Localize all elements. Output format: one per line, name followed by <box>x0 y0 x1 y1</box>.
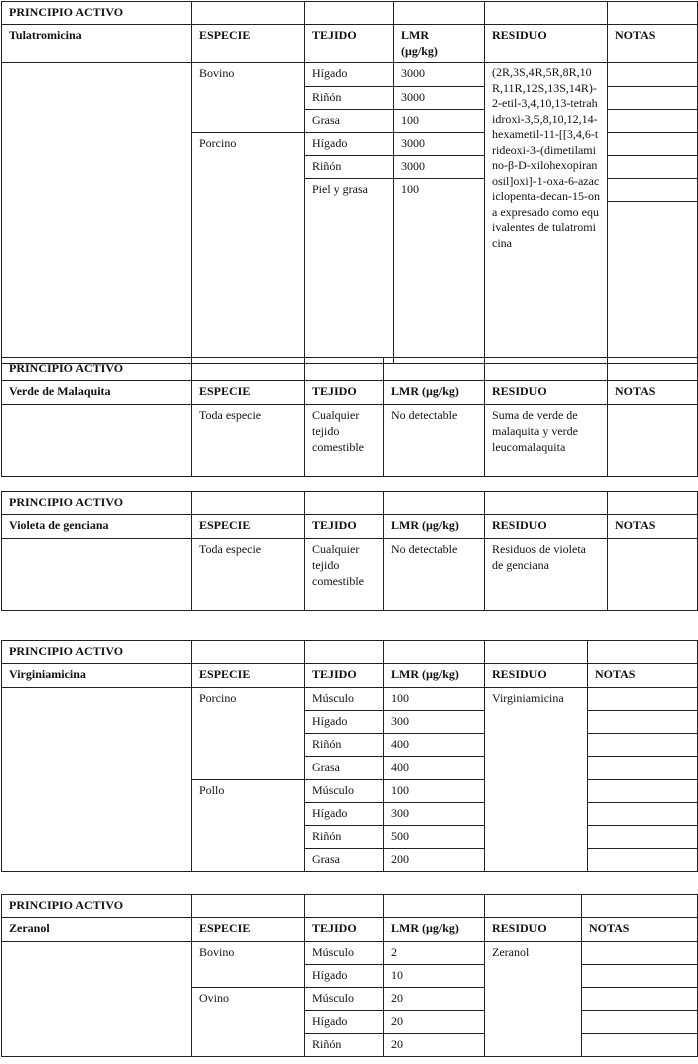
col-notas: NOTAS <box>588 664 698 688</box>
principio-activo-label: PRINCIPIO ACTIVO <box>2 895 192 918</box>
drug-name: Virginiamicina <box>2 664 192 688</box>
residue-cell: (2R,3S,4R,5R,8R,10R,11R,12S,13S,14R)-2-etil-3,4,10,13-tetrahidroxi-3,5,8,10,12,14-hexametil-11-[[3,4,6-trideoxi-3-(dimetilamino-β-D-xilohexopiranosil]oxi]-1-oxa-6-azaciclopenta-decan-15-ona expresado como equivalentes de tulatromicina <box>485 63 608 364</box>
mrl-cell: 200 <box>384 849 485 872</box>
residue-cell: Virginiamicina <box>485 688 588 872</box>
mrl-cell: 300 <box>384 711 485 734</box>
mrl-cell: 500 <box>384 826 485 849</box>
col-especie: ESPECIE <box>192 664 305 688</box>
mrl-cell: 2 <box>384 942 485 965</box>
tissue-cell: Músculo <box>305 780 384 803</box>
mrl-cell: 10 <box>384 965 485 988</box>
col-especie: ESPECIE <box>192 381 305 405</box>
drug-name: Verde de Malaquita <box>2 381 192 405</box>
col-especie: ESPECIE <box>192 918 305 942</box>
table-virginiamicina <box>1 640 698 872</box>
species-cell: Toda especie <box>192 539 305 611</box>
tissue-cell: Hígado <box>305 63 394 87</box>
table-verde-malaquita <box>1 357 698 477</box>
tissue-cell: Riñón <box>305 826 384 849</box>
tissue-cell: Riñón <box>305 1034 384 1057</box>
mrl-cell: 3000 <box>394 156 485 179</box>
col-lmr: LMR (µg/kg) <box>384 515 485 539</box>
mrl-cell: 400 <box>384 734 485 757</box>
mrl-cell: 3000 <box>394 87 485 110</box>
table-violeta-genciana <box>1 491 698 611</box>
col-tejido: TEJIDO <box>305 664 384 688</box>
col-notas: NOTAS <box>608 25 698 63</box>
tissue-cell: Hígado <box>305 133 394 156</box>
mrl-cell: 20 <box>384 1011 485 1034</box>
tissue-cell: Hígado <box>305 711 384 734</box>
mrl-cell: 20 <box>384 1034 485 1057</box>
species-cell: Pollo <box>192 780 305 872</box>
species-cell: Bovino <box>192 942 305 988</box>
col-notas: NOTAS <box>608 381 698 405</box>
col-residuo: RESIDUO <box>485 381 608 405</box>
mrl-cell: 100 <box>394 110 485 133</box>
principio-activo-label: PRINCIPIO ACTIVO <box>2 358 192 381</box>
table-zeranol <box>1 894 698 1057</box>
mrl-cell: No detectable <box>384 405 485 477</box>
col-tejido: TEJIDO <box>305 918 384 942</box>
mrl-cell: 20 <box>384 988 485 1011</box>
species-cell: Bovino <box>192 63 305 133</box>
principio-activo-label: PRINCIPIO ACTIVO <box>2 492 192 515</box>
col-residuo: RESIDUO <box>485 515 608 539</box>
tissue-cell: Hígado <box>305 1011 384 1034</box>
col-lmr: LMR (µg/kg) <box>384 381 485 405</box>
mrl-cell: 3000 <box>394 63 485 87</box>
col-lmr: LMR (µg/kg) <box>384 918 485 942</box>
mrl-cell: 400 <box>384 757 485 780</box>
col-residuo: RESIDUO <box>485 918 582 942</box>
principio-activo-label: PRINCIPIO ACTIVO <box>2 2 192 25</box>
tissue-cell: Riñón <box>305 156 394 179</box>
mrl-cell: 100 <box>384 688 485 711</box>
mrl-cell: 100 <box>394 179 485 364</box>
tissue-cell: Grasa <box>305 757 384 780</box>
col-tejido: TEJIDO <box>305 381 384 405</box>
col-especie: ESPECIE <box>192 25 305 63</box>
tissue-cell: Riñón <box>305 734 384 757</box>
tissue-cell: Grasa <box>305 849 384 872</box>
col-notas: NOTAS <box>582 918 698 942</box>
tissue-cell: Piel y grasa <box>305 179 394 364</box>
mrl-cell: 300 <box>384 803 485 826</box>
residue-cell: Suma de verde de malaquita y verde leucomalaquita <box>485 405 608 477</box>
tissue-cell: Cualquier tejido comestible <box>305 405 384 477</box>
col-lmr: LMR (µg/kg) <box>384 664 485 688</box>
col-residuo: RESIDUO <box>485 664 588 688</box>
species-cell: Toda especie <box>192 405 305 477</box>
drug-name: Tulatromicina <box>2 25 192 63</box>
species-cell: Porcino <box>192 133 305 364</box>
drug-name: Violeta de genciana <box>2 515 192 539</box>
species-cell: Porcino <box>192 688 305 780</box>
tissue-cell: Músculo <box>305 942 384 965</box>
principio-activo-label: PRINCIPIO ACTIVO <box>2 641 192 664</box>
col-tejido: TEJIDO <box>305 25 394 63</box>
tissue-cell: Grasa <box>305 110 394 133</box>
tissue-cell: Músculo <box>305 688 384 711</box>
mrl-cell: 3000 <box>394 133 485 156</box>
col-residuo: RESIDUO <box>485 25 608 63</box>
residue-cell: Residuos de violeta de genciana <box>485 539 608 611</box>
mrl-cell: 100 <box>384 780 485 803</box>
tissue-cell: Cualquier tejido comestible <box>305 539 384 611</box>
species-cell: Ovino <box>192 988 305 1057</box>
residue-cell: Zeranol <box>485 942 582 1057</box>
mrl-cell: No detectable <box>384 539 485 611</box>
tissue-cell: Riñón <box>305 87 394 110</box>
tissue-cell: Hígado <box>305 803 384 826</box>
col-especie: ESPECIE <box>192 515 305 539</box>
col-tejido: TEJIDO <box>305 515 384 539</box>
col-lmr: LMR (µg/kg) <box>394 25 485 63</box>
table-tulatromicina <box>1 1 698 364</box>
tissue-cell: Hígado <box>305 965 384 988</box>
drug-name: Zeranol <box>2 918 192 942</box>
col-notas: NOTAS <box>608 515 698 539</box>
tissue-cell: Músculo <box>305 988 384 1011</box>
